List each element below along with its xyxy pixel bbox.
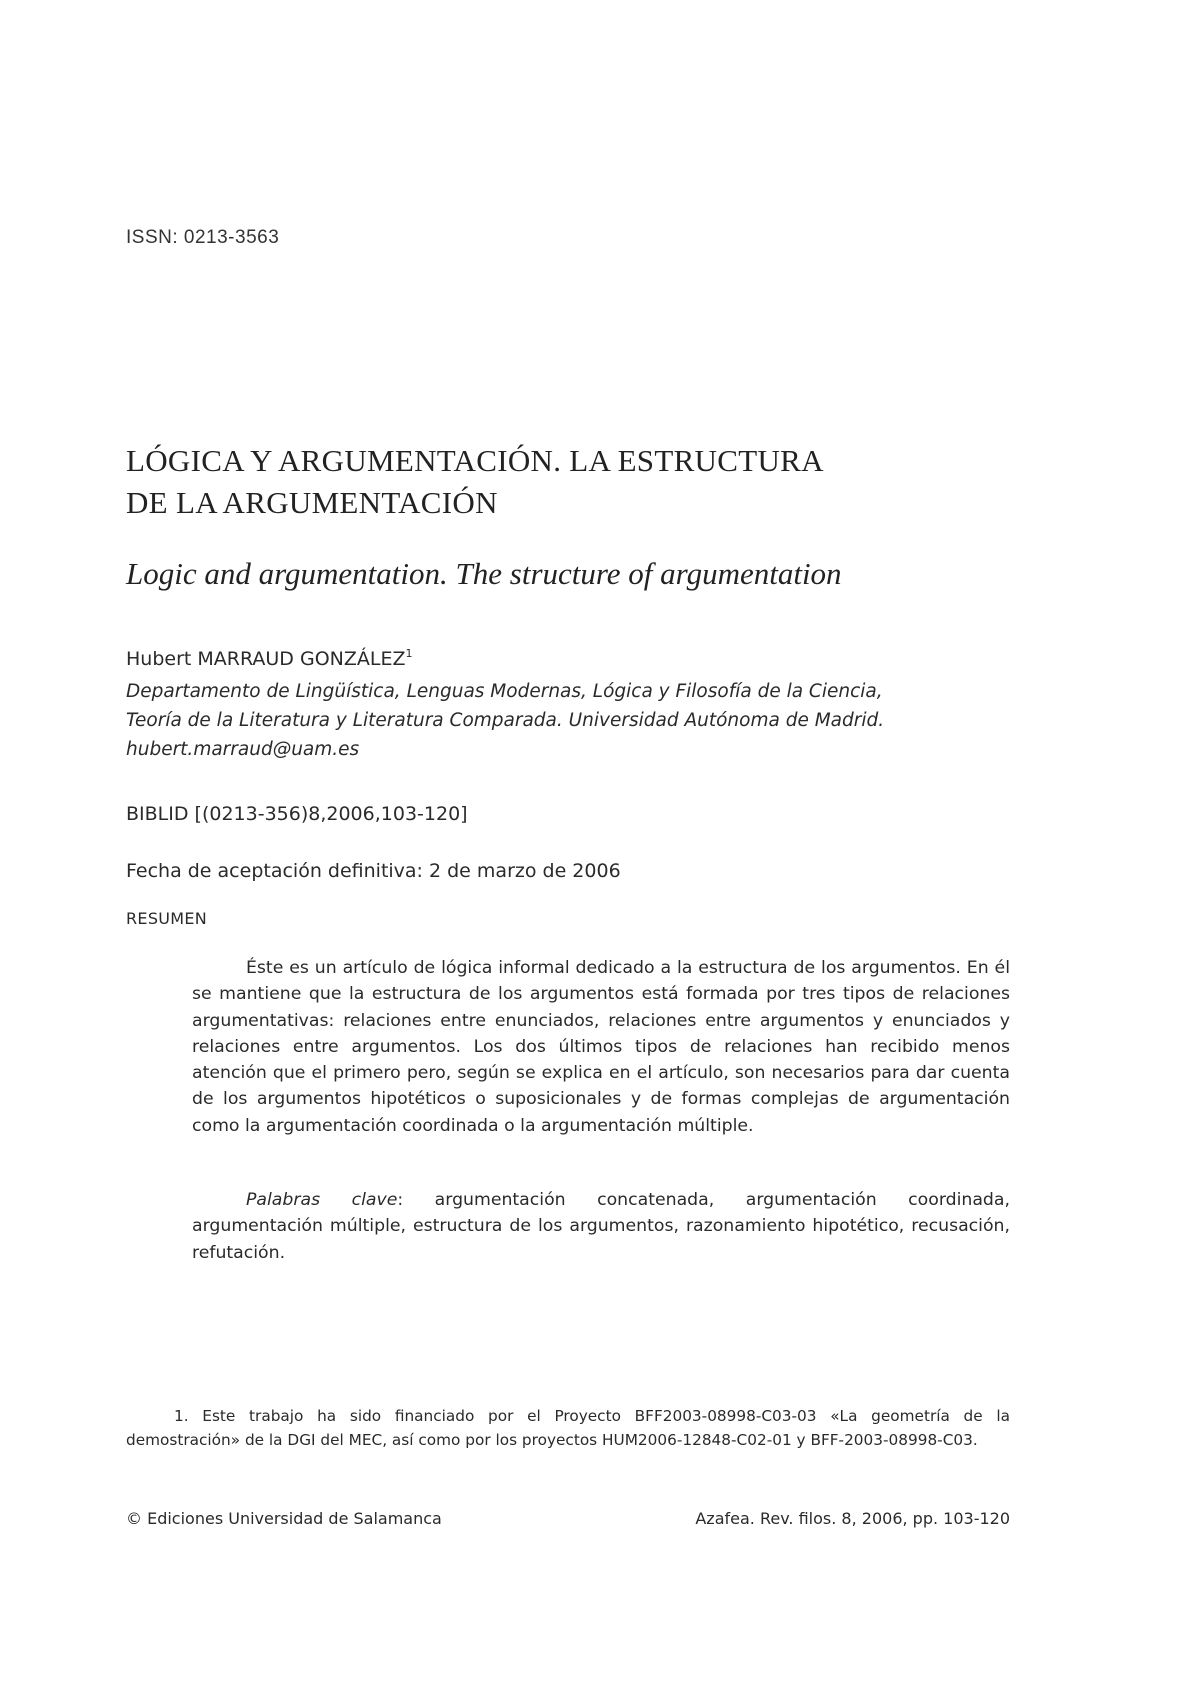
article-title-line-2: DE LA ARGUMENTACIÓN [126, 485, 498, 520]
article-title-line-1: LÓGICA Y ARGUMENTACIÓN. LA ESTRUCTURA [126, 443, 824, 478]
keywords [192, 1187, 1010, 1266]
author-email[interactable]: hubert.marraud@uam.es [126, 739, 360, 760]
author-footnote-mark[interactable]: 1 [405, 647, 413, 660]
author [126, 647, 413, 670]
biblid: BIBLID [(0213-356)8,2006,103-120] [126, 803, 468, 825]
footnote: 1. Este trabajo ha sido financiado por el Proyecto BFF2003-08998-C03-03 «La geometría de la demostración» de la DGI del MEC, así como por los proyectos HUM2006-12848-C02-01 y BFF-2003-08998-C03. [126, 1407, 1010, 1449]
keywords-label: Palabras clave [246, 1190, 398, 1210]
acceptance-date: Fecha de aceptación definitiva: 2 de marzo de 2006 [126, 860, 621, 882]
author-name: Hubert MARRAUD GONZÁLEZ [126, 648, 406, 670]
article-title [126, 440, 1026, 524]
keywords-text: : argumentación concatenada, argumentación coordinada, argumentación múltiple, estructura de los argumentos, razonamiento hipotético, recusación, refutación. [192, 1190, 1010, 1263]
journal-citation: Azafea. Rev. filos. 8, 2006, pp. 103-120 [695, 1509, 1010, 1528]
article-title-english: Logic and argumentation. The structure of argumentation [126, 556, 842, 591]
copyright: © Ediciones Universidad de Salamanca [126, 1509, 442, 1528]
issn: ISSN: 0213-3563 [126, 227, 280, 248]
affiliation [126, 677, 1026, 764]
affiliation-line-2: Teoría de la Literatura y Literatura Comparada. Universidad Autónoma de Madrid. [126, 710, 885, 731]
affiliation-line-1: Departamento de Lingüística, Lenguas Modernas, Lógica y Filosofía de la Ciencia, [126, 681, 883, 702]
abstract-heading: RESUMEN [126, 909, 208, 928]
abstract-text: Éste es un artículo de lógica informal dedicado a la estructura de los argumentos. En él se mantiene que la estructura de los argumentos está formada por tres tipos de relaciones argumentativas: relaciones entre enunciados, relaciones entre argumentos y enunciados y relaciones entre argumentos. Los dos últimos tipos de relaciones han recibido menos atención que el primero pero, según se explica en el artículo, son necesarios para dar cuenta de los argumentos hipotéticos o suposicionales y de formas complejas de argumentación como la argumentación coordinada o la argumentación múltiple. [192, 958, 1010, 1136]
